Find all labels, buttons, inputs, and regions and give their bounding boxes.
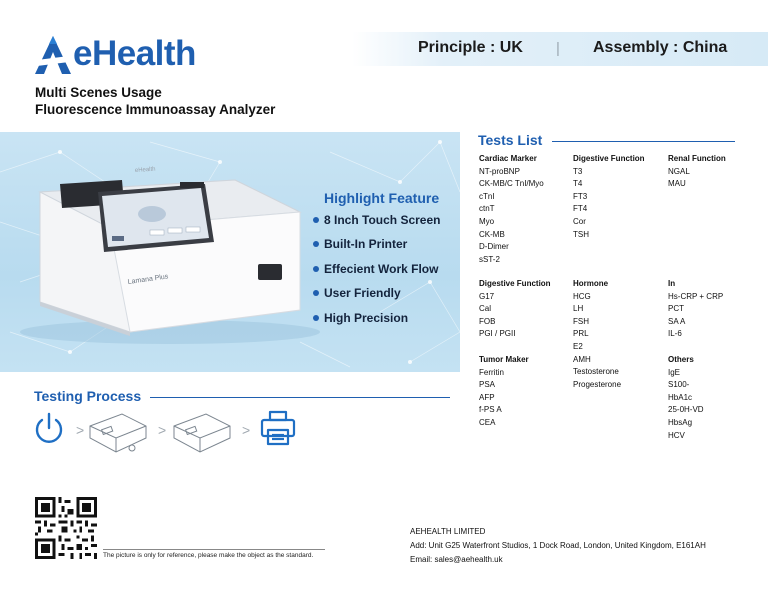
column-header: Digestive Function: [479, 279, 551, 288]
test-item: Hs-CRP + CRP: [668, 291, 724, 301]
test-item: G17: [479, 291, 495, 301]
test-item: HbA1c: [668, 392, 693, 402]
brand-logo: [33, 30, 196, 74]
test-item: Testosterone: [573, 367, 619, 377]
test-item: Myo: [479, 216, 495, 226]
disclaimer-divider: [103, 549, 325, 550]
highlight-item-label: 8 Inch Touch Screen: [324, 213, 441, 227]
device-model-label: Lamana Plus: [127, 273, 169, 286]
test-item: LH: [573, 304, 584, 314]
test-item: HCV: [668, 430, 685, 440]
highlight-item-label: Built-In Printer: [324, 237, 408, 251]
banner-separator: |: [556, 40, 560, 57]
highlight-item: [313, 213, 440, 227]
tests-column-cardiac: [479, 153, 544, 266]
device-brand-mark: eHealth: [134, 166, 156, 174]
cartridge-insert-icon: [90, 414, 146, 452]
step-arrow: >: [242, 422, 251, 438]
test-item: CEA: [479, 417, 496, 427]
power-icon: [37, 414, 61, 442]
network-background: [0, 132, 460, 372]
highlight-item-label: Effecient Work Flow: [324, 262, 439, 276]
tests-column-renal: [668, 153, 726, 191]
bullet-icon: [313, 217, 319, 223]
company-address: Add: Unit G25 Waterfront Studios, 1 Dock Road, London, United Kingdom, E161AH: [410, 541, 706, 550]
column-header: Cardiac Marker: [479, 154, 537, 163]
bullet-icon: [313, 290, 319, 296]
column-header: In: [668, 279, 676, 288]
test-item: Ferritin: [479, 367, 504, 377]
product-subtitle: [35, 84, 275, 118]
tests-column-others: [668, 354, 704, 442]
step-arrow: >: [76, 422, 85, 438]
test-item: HCG: [573, 291, 591, 301]
testing-process-steps: [30, 408, 300, 458]
highlight-item: [313, 237, 407, 251]
brand-name: eHealth: [73, 34, 196, 73]
column-header: Renal Function: [668, 154, 726, 163]
test-item: FT4: [573, 204, 588, 214]
test-item: NGAL: [668, 166, 690, 176]
test-item: sST-2: [479, 254, 500, 264]
tests-column-digestive-1: [573, 153, 645, 241]
company-email[interactable]: Email: sales@aehealth.uk: [410, 555, 503, 564]
test-item: TSH: [573, 229, 589, 239]
test-item: MAU: [668, 179, 686, 189]
subtitle-line-1: Multi Scenes Usage: [35, 85, 162, 100]
cartridge-icon: [174, 414, 230, 452]
bullet-icon: [313, 241, 319, 247]
tests-column-tumor: [479, 354, 529, 430]
highlight-feature-title: Highlight Feature: [324, 190, 440, 206]
test-item: T4: [573, 179, 583, 189]
highlight-item: [313, 262, 438, 276]
test-item: CK-MB/C TnI/Myo: [479, 179, 544, 189]
testing-process-divider: [150, 397, 450, 398]
test-item: f-PS A: [479, 405, 502, 415]
highlight-item: [313, 311, 408, 325]
test-item: CK-MB: [479, 229, 505, 239]
hero-image: [0, 132, 460, 372]
tests-list-title: Tests List: [478, 132, 543, 148]
column-header: Digestive Function: [573, 154, 645, 163]
highlight-item: [313, 286, 401, 300]
subtitle-line-2: Fluorescence Immunoassay Analyzer: [35, 102, 276, 117]
testing-process-title: Testing Process: [34, 388, 142, 404]
test-item: PCT: [668, 304, 684, 314]
test-item: FSH: [573, 316, 589, 326]
tests-column-in: [668, 278, 723, 341]
column-header: Tumor Maker: [479, 355, 529, 364]
test-item: E2: [573, 341, 583, 351]
test-item: D-Dimer: [479, 242, 509, 252]
test-item: AFP: [479, 392, 495, 402]
bullet-icon: [313, 266, 319, 272]
test-item: FOB: [479, 316, 496, 326]
assembly-label: Assembly : China: [593, 39, 728, 56]
test-item: IL-6: [668, 329, 682, 339]
test-item: PRL: [573, 329, 589, 339]
test-item: SA A: [668, 316, 686, 326]
test-item: Cor: [573, 216, 586, 226]
printer-icon: [262, 412, 294, 444]
company-info: [410, 525, 706, 567]
test-item: PGI / PGII: [479, 329, 516, 339]
test-item: cTnI: [479, 191, 495, 201]
logo-a-icon: [33, 34, 73, 74]
test-item: PSA: [479, 380, 496, 390]
tests-column-hormone: [573, 278, 621, 391]
test-item: Progesterone: [573, 379, 622, 389]
step-arrow: >: [158, 422, 167, 438]
disclaimer-text: The picture is only for reference, please make the object as the standard.: [103, 552, 314, 559]
test-item: HbsAg: [668, 417, 693, 427]
column-header: Others: [668, 355, 694, 364]
test-item: NT-proBNP: [479, 166, 520, 176]
analyzer-device: [20, 180, 320, 344]
test-item: S100-: [668, 380, 690, 390]
qr-code-icon[interactable]: [35, 497, 97, 559]
test-item: 25-0H-VD: [668, 405, 704, 415]
test-item: Cal: [479, 304, 492, 314]
highlight-item-label: High Precision: [324, 311, 409, 325]
test-item: IgE: [668, 367, 681, 377]
tests-list-divider: [552, 141, 735, 142]
highlight-item-label: User Friendly: [324, 286, 401, 300]
test-item: T3: [573, 166, 583, 176]
test-item: ctnT: [479, 204, 495, 214]
test-item: FT3: [573, 191, 588, 201]
company-name: AEHEALTH LIMITED: [410, 527, 486, 536]
column-header: Hormone: [573, 279, 609, 288]
bullet-icon: [313, 315, 319, 321]
test-item: AMH: [573, 354, 591, 364]
principle-label: Principle : UK: [418, 39, 523, 56]
tests-column-digestive-2: [479, 278, 551, 341]
